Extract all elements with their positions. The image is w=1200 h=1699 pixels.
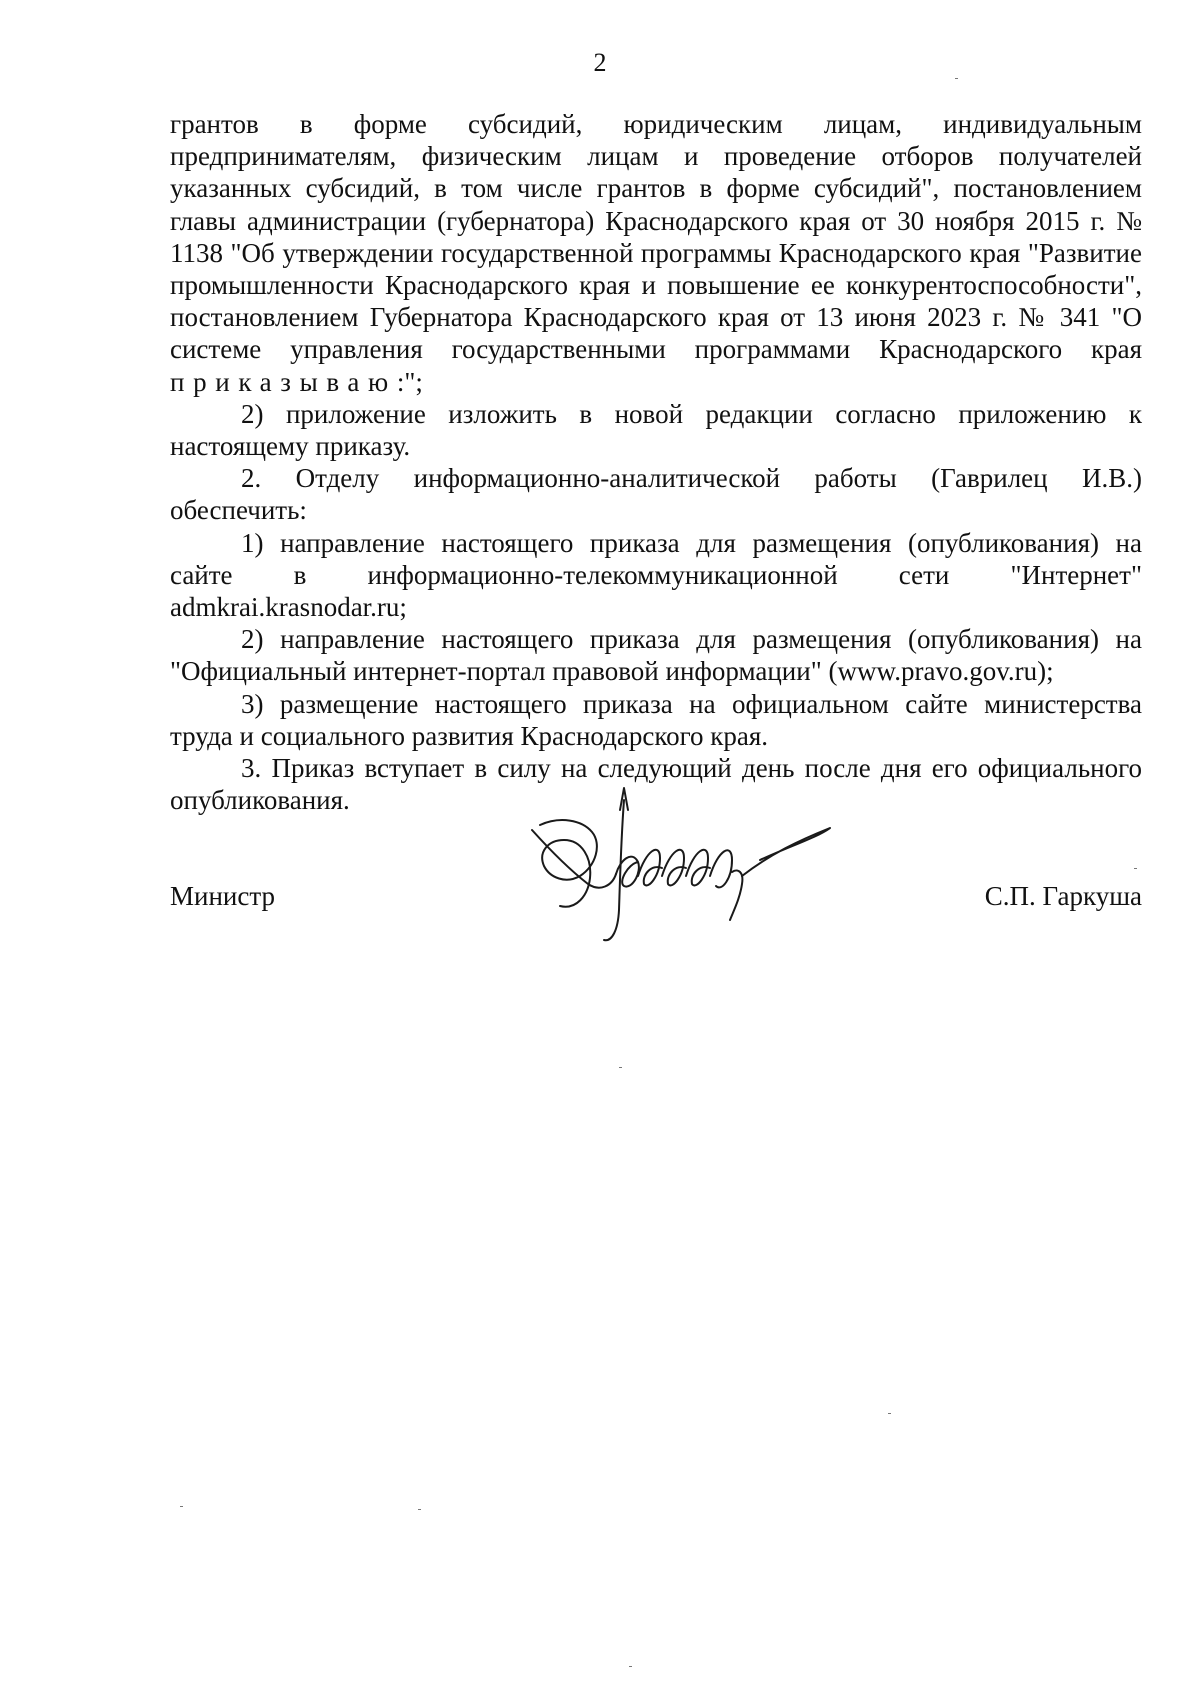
page-number: 2 xyxy=(593,48,607,77)
paragraph-appendix: 2) приложение изложить в новой редакции согласно приложению к настоящему приказу. xyxy=(170,398,1142,462)
paragraph-text: грантов в форме субсидий, юридическим лицам, индивидуальным предпринимателям, физическим лицам и проведение отборов получателей указанных субсидий, в том числе грантов в форме субсидий", постановлением главы администрации (губернатора) Краснодарского края от 30 ноября 2015 г. № 1138 "Об утверждении государственной программы Краснодарского края "Развитие промышленности Краснодарского края и повышение ее конкурентоспособности", постановлением Губернатора Краснодарского края от 13 июня 2023 г. № 341 "О системе управления государственными программами Краснодарского края xyxy=(170,109,1142,365)
spaced-order-word: приказываю xyxy=(170,366,397,397)
scan-speck xyxy=(418,1509,421,1510)
scan-speck xyxy=(180,1506,183,1507)
handwritten-signature xyxy=(520,780,850,960)
paragraph-department-instruction: 2. Отделу информационно-аналитической работы (Гаврилец И.В.) обеспечить: xyxy=(170,463,1142,526)
paragraph-continuation xyxy=(170,108,1142,398)
signatory-name: С.П. Гаркуша xyxy=(984,881,1142,911)
document-body xyxy=(170,108,1142,816)
paragraph-tail: :"; xyxy=(396,366,423,397)
scan-speck xyxy=(619,1067,622,1068)
paragraph-effective-date: 3. Приказ вступает в силу на следующий день после дня его официального опубликования. xyxy=(170,753,1142,816)
scan-speck xyxy=(1134,868,1137,869)
paragraph-publish-portal: 2) направление настоящего приказа для размещения (опубликования) на "Официальный интернет-портал правовой информации" (www.pravo.gov.ru); xyxy=(170,624,1142,687)
paragraph-publish-site: 1) направление настоящего приказа для размещения (опубликования) на сайте в информационно-телекоммуникационной сети "Интернет" admkrai.krasnodar.ru; xyxy=(170,527,1142,623)
scan-speck xyxy=(888,1413,891,1414)
signatory-title: Министр xyxy=(170,881,275,911)
scan-speck xyxy=(955,78,958,79)
paragraph-publish-ministry: 3) размещение настоящего приказа на официальном сайте министерства труда и социального развития Краснодарского края. xyxy=(170,688,1142,751)
scan-speck xyxy=(629,1666,632,1667)
